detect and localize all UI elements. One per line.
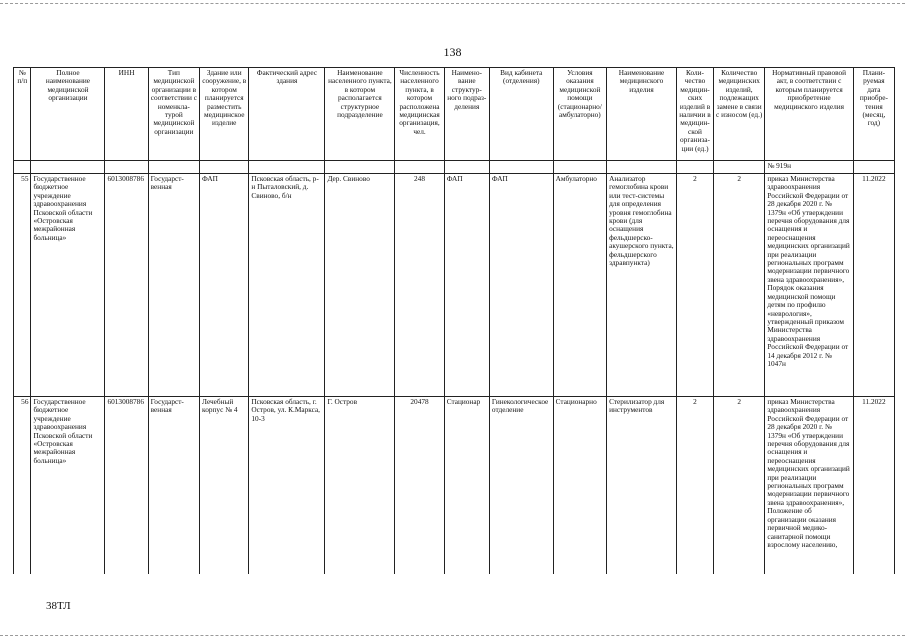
inn: 6013008786 xyxy=(105,397,148,575)
header-cell: Здание или сооружение, в котором планируется разместить медицинское изделие xyxy=(200,68,249,161)
settlement: Г. Остров xyxy=(325,397,395,575)
organization-name: Государственное бюджетное учреждение здравоохранения Псковской области «Островская межрайонная больница» xyxy=(31,174,105,397)
header-cell: Коли-чество медицин-ских изделий в наличии в медицин-ской организа-ции (ед.) xyxy=(676,68,713,161)
legal-act: приказ Министерства здравоохранения Российской Федерации от 28 декабря 2020 г. № 1379н «Об утверждении перечня оборудования для оснащения и переоснащения медицинских организаций при реализации региональных программ модернизации первичного звена здравоохранения», Положение об организации оказания первичной медико-санитарной помощи взрослому населению, xyxy=(765,397,853,575)
header-cell: Тип медицинской организации в соответствии с номенкла-турой медицинской организации xyxy=(148,68,199,161)
qty-replace: 2 xyxy=(713,397,764,575)
settlement: Дер. Свиново xyxy=(325,174,395,397)
continuation-text: № 919н xyxy=(765,161,853,174)
header-cell: Фактический адрес здания xyxy=(249,68,325,161)
cabinet-type: ФАП xyxy=(489,174,553,397)
building: ФАП xyxy=(200,174,249,397)
address: Псковская область, г. Остров, ул. К.Маркса, 10-3 xyxy=(249,397,325,575)
header-cell: Плани-руемая дата приобре-тения (месяц, год) xyxy=(853,68,894,161)
population: 20478 xyxy=(395,397,444,575)
structural-unit: ФАП xyxy=(444,174,489,397)
header-cell: Наимено-вание структур-ного подраз-деления xyxy=(444,68,489,161)
header-cell: Количество медицинских изделий, подлежащих замене в связи с износом (ед.) xyxy=(713,68,764,161)
table-row xyxy=(14,174,895,397)
header-cell: Нормативный правовой акт, в соответствии с которым планируется приобретение медицинского изделия xyxy=(765,68,853,161)
sheet-code: 38ТЛ xyxy=(46,600,71,612)
structural-unit: Стационар xyxy=(444,397,489,575)
inn: 6013008786 xyxy=(105,174,148,397)
row-number: 55 xyxy=(14,174,31,397)
device-name: Стерилизатор для инструментов xyxy=(607,397,677,575)
header-cell: Наименование населенного пункта, в котором располагается структурное подразделение xyxy=(325,68,395,161)
legal-act: приказ Министерства здравоохранения Российской Федерации от 28 декабря 2020 г. № 1379н «Об утверждении перечня оборудования для оснащения и переоснащения медицинских организаций при реализации региональных программ модернизации первичного звена здравоохранения», Порядок оказания медицинской помощи детям по профилю «неврология», утвержденный приказом Министерства здравоохранения Российской Федерации от 14 декабря 2012 г. № 1047н xyxy=(765,174,853,397)
header-cell: Вид кабинета (отделения) xyxy=(489,68,553,161)
population: 248 xyxy=(395,174,444,397)
planned-date: 11.2022 xyxy=(853,174,894,397)
organization-type: Государст-венная xyxy=(148,397,199,575)
qty-replace: 2 xyxy=(713,174,764,397)
organization-type: Государст-венная xyxy=(148,174,199,397)
table-row xyxy=(14,397,895,575)
header-cell: Наименование медицинского изделия xyxy=(607,68,677,161)
equipment-register-table xyxy=(13,67,895,574)
care-conditions: Амбулаторно xyxy=(553,174,606,397)
planned-date: 11.2022 xyxy=(853,397,894,575)
organization-name: Государственное бюджетное учреждение здравоохранения Псковской области «Островская межрайонная больница» xyxy=(31,397,105,575)
header-cell: Полное наименование медицинской организации xyxy=(31,68,105,161)
header-cell: Численность населенного пункта, в котором расположена медицинская организация, чел. xyxy=(395,68,444,161)
header-cell: Условия оказания медицинской помощи (стационарно/ амбулаторно) xyxy=(553,68,606,161)
page-number: 138 xyxy=(443,45,462,59)
device-name: Анализатор гемоглобина крови или тест-системы для определения уровня гемоглобина крови (для оснащения фельдшерско-акушерского пункта, фельдшерского здравпункта) xyxy=(607,174,677,397)
row-number: 56 xyxy=(14,397,31,575)
continuation-row xyxy=(14,161,895,174)
table-header-row xyxy=(14,68,895,161)
qty-available: 2 xyxy=(676,397,713,575)
cabinet-type: Гинекологическое отделение xyxy=(489,397,553,575)
header-cell: ИНН xyxy=(105,68,148,161)
building: Лечебный корпус № 4 xyxy=(200,397,249,575)
header-cell: № п/п xyxy=(14,68,31,161)
care-conditions: Стационарно xyxy=(553,397,606,575)
scan-edge-top xyxy=(0,3,905,4)
scan-edge-bottom xyxy=(0,635,905,636)
qty-available: 2 xyxy=(676,174,713,397)
address: Псковская область, р-н Пыталовский, д. Свиново, б/н xyxy=(249,174,325,397)
